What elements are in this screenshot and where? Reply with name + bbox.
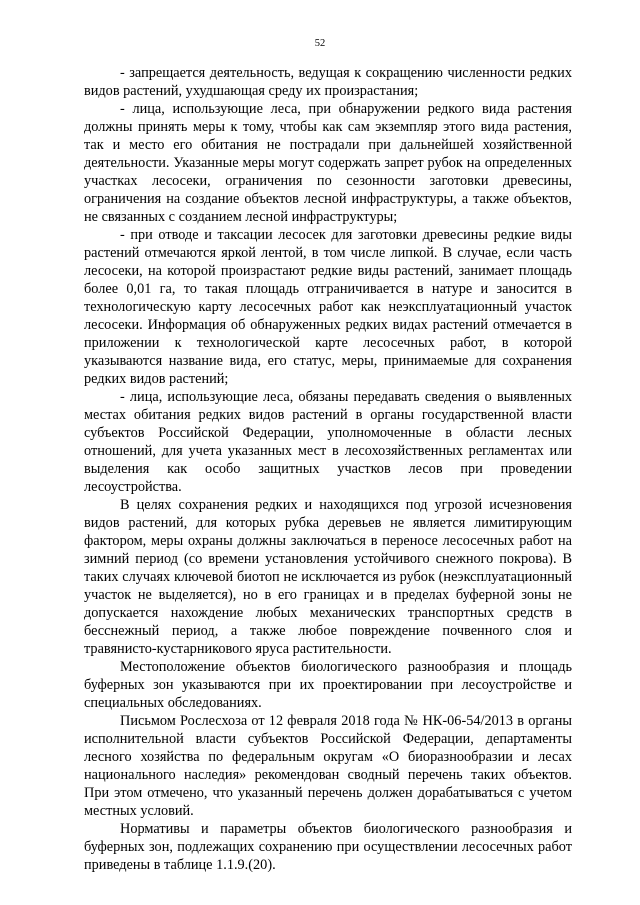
- paragraph-allotment-marking-list-item: - при отводе и таксации лесосек для заготовки древесины редкие виды растений отмечаются яркой лентой, в том числе липкой. В случае, если часть лесосеки, на которой произрастают редкие виды растений, занимает площадь более 0,01 га, то такая площадь отграничивается в натуре и заносится в технологическую карту лесосечных работ как неэксплуатационный участок лесосеки. Информация об обнаруженных редких видах растений отмечается в приложении к технологической карте лесосечных работ, в которой указываются название вида, его статус, меры, принимаемые для сохранения редких видов растений;: [84, 227, 572, 387]
- paragraph-forest-users-measures-list-item: - лица, использующие леса, при обнаружении редкого вида растения должны принять меры к тому, чтобы как сам экземпляр этого вида растения, так и место его обитания не пострадали при дальнейшей хозяйственной деятельности. Указанные меры могут содержать запрет рубок на определенных участках лесосеки, ограничения по сезонности заготовки древесины, ограничения на создание объектов лесной инфраструктуры, а также объектов, не связанных с созданием лесной инфраструктуры;: [84, 101, 572, 225]
- paragraph-prohibition-list-item: - запрещается деятельность, ведущая к сокращению численности редких видов растений, ухудшающая среду их произрастания;: [84, 65, 572, 99]
- paragraph-reporting-list-item: - лица, использующие леса, обязаны передавать сведения о выявленных местах обитания редких видов растений в органы государственной власти субъектов Российской Федерации, уполномоченные в области лесных отношений, для учета указанных мест в лесохозяйственных регламентах или выделения как особо защитных участков лесов при проведении лесоустройства.: [84, 389, 572, 495]
- paragraph-norms-table-reference: Нормативы и параметры объектов биологического разнообразия и буферных зон, подлежащих сохранению при осуществлении лесосечных работ приведены в таблице 1.1.9.(20).: [84, 821, 572, 873]
- paragraph-winter-logging: В целях сохранения редких и находящихся под угрозой исчезновения видов растений, для которых рубка деревьев не является лимитирующим фактором, меры охраны должны заключаться в переносе лесосечных работ на зимний период (со времени установления устойчивого снежного покрова). В таких случаях ключевой биотоп не исключается из рубок (неэксплуатационный участок не выделяется), но в его границах и в пределах буферной зоны не допускается нахождение любых механических транспортных средств в бесснежный период, а также любое повреждение почвенного слоя и травянисто-кустарникового яруса растительности.: [84, 497, 572, 657]
- paragraph-location-buffer-zones: Местоположение объектов биологического разнообразия и площадь буферных зон указываются при их проектировании при лесоустройстве и специальных обследованиях.: [84, 659, 572, 711]
- document-body: [84, 64, 572, 874]
- paragraph-rosleskhoz-letter: Письмом Рослесхоза от 12 февраля 2018 года № НК-06-54/2013 в органы исполнительной власти субъектов Российской Федерации, департаменты лесного хозяйства по федеральным округам «О биоразнообразии и лесах национального наследия» рекомендован сводный перечень таких объектов. При этом отмечено, что указанный перечень должен дорабатываться с учетом местных условий.: [84, 713, 572, 819]
- page-number: 52: [314, 38, 326, 49]
